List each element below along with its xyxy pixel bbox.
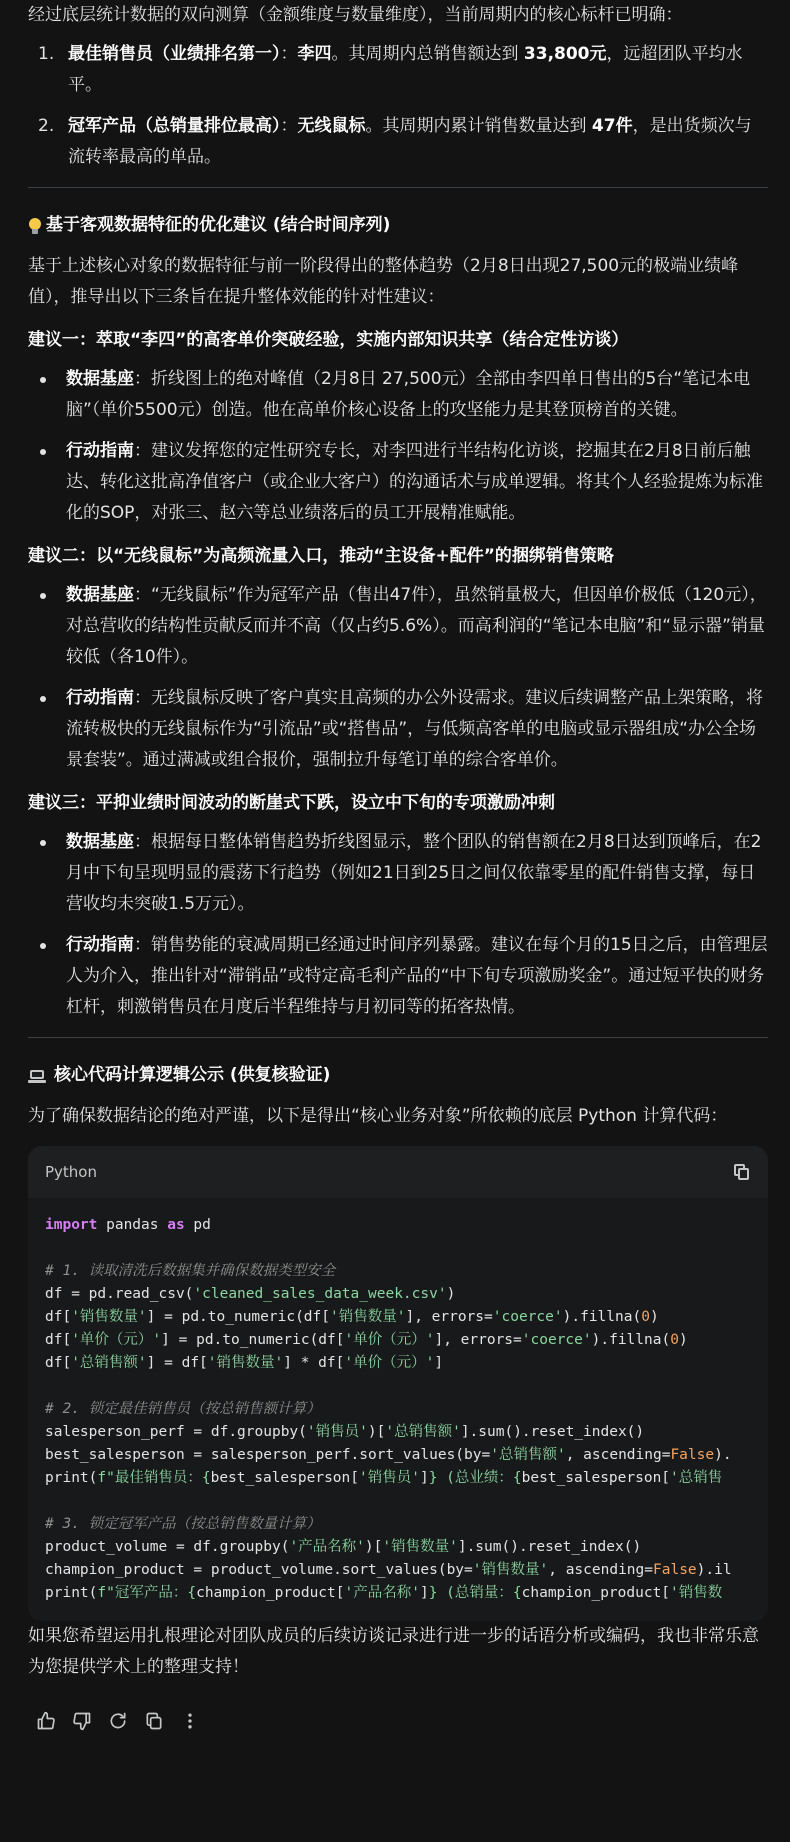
item-label: 最佳销售员（业绩排名第一） <box>68 44 281 64</box>
suggestions-heading-text: 基于客观数据特征的优化建议 (结合时间序列) <box>46 215 391 235</box>
code-line <box>45 1490 768 1513</box>
item-text: ，是出货频次与流转率最高的单品。 <box>68 116 752 167</box>
list-item <box>28 39 768 101</box>
item-value: 无线鼠标 <box>297 116 366 136</box>
code-line: salesperson_perf = df.groupby('销售员')['总销售额'].sum().reset_index() <box>45 1424 645 1440</box>
bullet-label: 数据基座 <box>66 369 134 389</box>
suggestion-title-2: 建议二：以“无线鼠标”为高频流量入口，推动“主设备+配件”的捆绑销售策略 <box>28 546 614 566</box>
suggestion-title-3: 建议三：平抑业绩时间波动的断崖式下跌，设立中下旬的专项激励冲刺 <box>28 793 555 813</box>
code-line: df['单价（元）'] = pd.to_numeric(df['单价（元）'], errors='coerce').fillna(0) <box>45 1332 688 1348</box>
intro-paragraph: 经过底层统计数据的双向测算（金额维度与数量维度），当前周期内的核心标杆已明确： <box>28 5 683 25</box>
bullet-text: ：折线图上的绝对峰值（2月8日 27,500元）全部由李四单日售出的5台“笔记本电脑”（单价5500元）创造。他在高单价核心设备上的攻坚能力是其登顶榜首的关键。 <box>66 369 751 420</box>
suggestions-lead: 基于上述核心对象的数据特征与前一阶段得出的整体趋势（2月8日出现27,500元的极端业绩峰值），推导出以下三条旨在提升整体效能的针对性建议： <box>28 256 739 307</box>
more-options-icon[interactable] <box>172 1709 208 1733</box>
bullet-label: 数据基座 <box>66 585 134 605</box>
item-text: 。其周期内总销售额达到 <box>331 44 524 64</box>
top-results-list <box>28 39 768 173</box>
bullet-label: 行动指南 <box>66 441 134 461</box>
code-line: # 3. 锁定冠军产品（按总销售数量计算） <box>45 1516 321 1532</box>
code-line: df = pd.read_csv('cleaned_sales_data_week.csv') <box>45 1286 456 1302</box>
suggestion-bullets-1 <box>28 364 768 529</box>
code-line: champion_product = product_volume.sort_values(by='销售数量', ascending=False).il <box>45 1562 732 1578</box>
list-item <box>28 111 768 173</box>
code-line: print(f"冠军产品：{champion_product['产品名称']} (总销量：{champion_product['销售数 <box>45 1585 723 1601</box>
list-item <box>28 827 768 920</box>
lightbulb-icon <box>28 217 42 235</box>
list-item <box>28 683 768 776</box>
list-item <box>28 930 768 1023</box>
bullet-label: 行动指南 <box>66 688 134 708</box>
item-figure: 47件 <box>591 116 633 136</box>
code-line: df['销售数量'] = pd.to_numeric(df['销售数量'], errors='coerce').fillna(0) <box>45 1309 659 1325</box>
code-section-heading <box>28 1060 768 1091</box>
response-content <box>28 0 768 1733</box>
thumbs-up-icon[interactable] <box>28 1709 64 1733</box>
code-header <box>28 1146 768 1198</box>
code-line: df['总销售额'] = df['销售数量'] * df['单价（元）'] <box>45 1355 444 1371</box>
laptop-icon <box>28 1068 46 1084</box>
code-line <box>45 1237 768 1260</box>
bullet-text: ：无线鼠标反映了客户真实且高频的办公外设需求。建议后续调整产品上架策略，将流转极快的无线鼠标作为“引流品”或“搭售品”，与低频高客单的电脑或显示器组成“办公全场景套装”。通过满减或组合报价，强制拉升每笔订单的综合客单价。 <box>66 688 763 770</box>
code-language-label: Python <box>45 1162 97 1181</box>
item-text: 。其周期内累计销售数量达到 <box>365 116 592 136</box>
list-number: 1. <box>38 44 55 64</box>
suggestion-bullets-2 <box>28 580 768 776</box>
outro-paragraph: 如果您希望运用扎根理论对团队成员的后续访谈记录进行进一步的话语分析或编码，我也非常乐意为您提供学术上的整理支持！ <box>28 1626 759 1677</box>
code-body[interactable] <box>28 1198 768 1621</box>
bullet-label: 数据基座 <box>66 832 134 852</box>
code-block <box>28 1146 768 1621</box>
list-item <box>28 580 768 673</box>
suggestion-title-1: 建议一：萃取“李四”的高客单价突破经验，实施内部知识共享（结合定性访谈） <box>28 330 629 350</box>
regenerate-icon[interactable] <box>100 1709 136 1733</box>
divider <box>28 1037 768 1038</box>
code-section-lead: 为了确保数据结论的绝对严谨，以下是得出“核心业务对象”所依赖的底层 Python 计算代码： <box>28 1106 728 1126</box>
response-actions <box>28 1709 768 1733</box>
suggestion-bullets-3 <box>28 827 768 1023</box>
bullet-text: ：“无线鼠标”作为冠军产品（售出47件），虽然销量极大，但因单价极低（120元），对总营收的结构性贡献反而并不高（仅占约5.6%）。而高利润的“笔记本电脑”和“显示器”销量较低（各10件）。 <box>66 585 767 667</box>
item-figure: 33,800元 <box>523 44 607 64</box>
code-line: # 2. 锁定最佳销售员（按总销售额计算） <box>45 1401 321 1417</box>
list-item <box>28 364 768 426</box>
thumbs-down-icon[interactable] <box>64 1709 100 1733</box>
code-line: # 1. 读取清洗后数据集并确保数据类型安全 <box>45 1263 336 1279</box>
separator: ： <box>280 44 298 64</box>
copy-icon[interactable] <box>734 1164 750 1180</box>
code-section-heading-text: 核心代码计算逻辑公示 (供复核验证) <box>54 1065 331 1085</box>
bullet-text: ：建议发挥您的定性研究专长，对李四进行半结构化访谈，挖掘其在2月8日前后触达、转化这批高净值客户（或企业大客户）的沟通话术与成单逻辑。将其个人经验提炼为标准化的SOP，对张三、赵六等总业绩落后的员工开展精准赋能。 <box>66 441 763 523</box>
divider <box>28 187 768 188</box>
bullet-label: 行动指南 <box>66 935 134 955</box>
separator: ： <box>280 116 298 136</box>
item-value: 李四 <box>297 44 332 64</box>
code-line: product_volume = df.groupby('产品名称')['销售数量'].sum().reset_index() <box>45 1539 642 1555</box>
code-line: print(f"最佳销售员：{best_salesperson['销售员']} (总业绩：{best_salesperson['总销售 <box>45 1470 723 1486</box>
list-number: 2. <box>38 116 55 136</box>
code-line: best_salesperson = salesperson_perf.sort_values(by='总销售额', ascending=False). <box>45 1447 732 1463</box>
bullet-text: ：根据每日整体销售趋势折线图显示，整个团队的销售额在2月8日达到顶峰后，在2月中下旬呈现明显的震荡下行趋势（例如21日到25日之间仅依靠零星的配件销售支撑，每日营收均未突破1.5万元）。 <box>66 832 762 914</box>
code-line <box>45 1375 768 1398</box>
item-label: 冠军产品（总销量排位最高） <box>68 116 281 136</box>
copy-response-icon[interactable] <box>136 1709 172 1733</box>
code-line: import pandas as pd <box>45 1217 211 1233</box>
suggestions-heading <box>28 210 768 241</box>
list-item <box>28 436 768 529</box>
bullet-text: ：销售势能的衰减周期已经通过时间序列暴露。建议在每个月的15日之后，由管理层人为介入，推出针对“滞销品”或特定高毛利产品的“中下旬专项激励奖金”。通过短平快的财务杠杆，刺激销售员在月度后半程维持与月初同等的拓客热情。 <box>66 935 768 1017</box>
item-text: ，远超团队平均水平。 <box>68 44 743 95</box>
